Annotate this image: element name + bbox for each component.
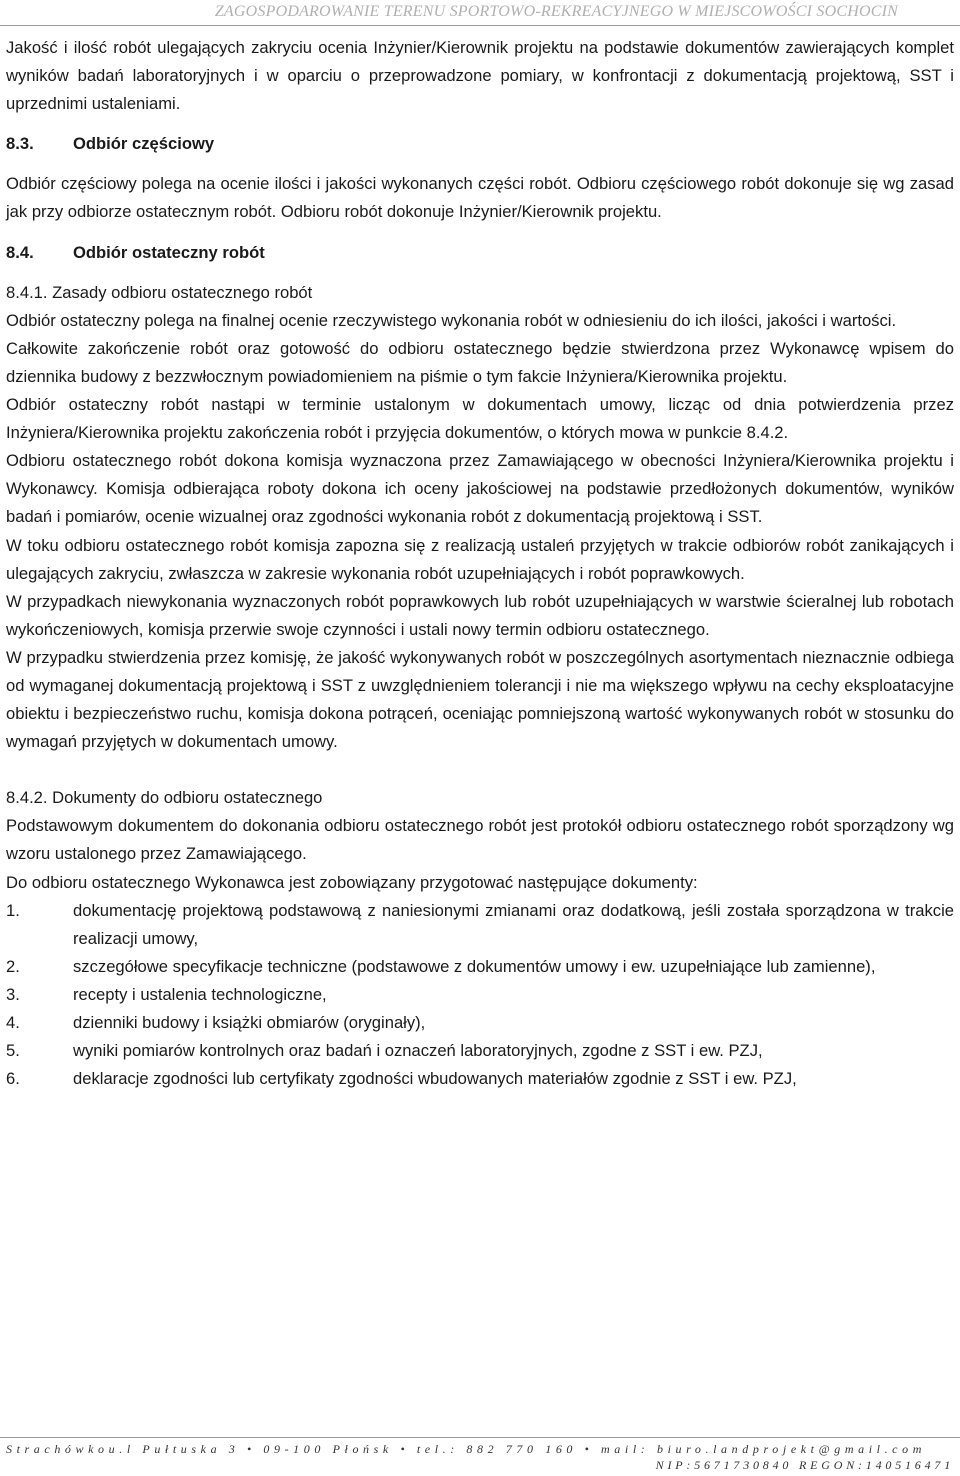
section-title: Odbiór częściowy [73, 134, 215, 154]
paragraph: Odbiór ostateczny polega na finalnej ocenie rzeczywistego wykonania robót w odniesieniu do ich ilości, jakości i wartości. [6, 310, 897, 330]
list-text: dokumentację projektową podstawową z naniesionymi zmianami oraz dodatkową, jeśli została sporządzona w trakcie realizacji umowy, [73, 900, 954, 948]
list-item [6, 897, 954, 953]
section-8-3-heading [6, 130, 954, 158]
page-footer [0, 1437, 960, 1476]
paragraph: Do odbioru ostatecznego Wykonawca jest zobowiązany przygotować następujące dokumenty: [6, 872, 698, 892]
section-number: 8.3. [6, 134, 34, 154]
list-text: szczegółowe specyfikacje techniczne (podstawowe z dokumentów umowy i ew. uzupełniające lub zamienne), [73, 956, 876, 976]
list-number: 6. [6, 1069, 20, 1089]
section-title: Odbiór ostateczny robót [73, 242, 265, 262]
list-text: deklaracje zgodności lub certyfikaty zgodności wbudowanych materiałów zgodnie z SST i ew. PZJ, [73, 1069, 797, 1089]
list-number: 1. [6, 900, 20, 920]
paragraph: W toku odbioru ostatecznego robót komisja zapozna się z realizacją ustaleń przyjętych w trakcie odbiorów robót zanikających i ulegających zakryciu, zwłaszcza w zakresie wykonania robót uzupełniających i robót poprawkowych. [6, 535, 954, 583]
list-number: 5. [6, 1041, 20, 1061]
paragraph: W przypadkach niewykonania wyznaczonych robót poprawkowych lub robót uzupełniających w warstwie ścieralnej lub robotach wykończeniowych, komisja przerwie swoje czynności i ustali nowy termin odbioru ostatecznego. [6, 591, 954, 639]
list-number: 4. [6, 1013, 20, 1032]
header-title: ZAGOSPODAROWANIE TERENU SPORTOWO-REKREACYJNEGO W MIEJSCOWOŚCI SOCHOCIN [214, 3, 898, 20]
page-header [0, 0, 960, 26]
list-number: 2. [6, 956, 20, 976]
section-8-4-heading [6, 239, 954, 267]
paragraph: Całkowite zakończenie robót oraz gotowość do odbioru ostatecznego będzie stwierdzona przez Wykonawcę wpisem do dziennika budowy z bezzwłocznym powiadomieniem na piśmie o tym fakcie Inżyniera/Kierownika projektu. [6, 338, 954, 386]
list-text: dzienniki budowy i książki obmiarów (oryginały), [73, 1013, 426, 1032]
list-number: 3. [6, 984, 20, 1004]
list-item [6, 1065, 954, 1093]
paragraph: Podstawowym dokumentem do dokonania odbioru ostatecznego robót jest protokół odbioru ostatecznego robót sporządzony wg wzoru ustalonego przez Zamawiającego. [6, 816, 954, 864]
section-number: 8.4. [6, 242, 34, 262]
paragraph: Odbiór ostateczny robót nastąpi w terminie ustalonym w dokumentach umowy, licząc od dnia potwierdzenia przez Inżyniera/Kierownika projektu zakończenia robót i przyjęcia dokumentów, o których mowa w punkcie 8.4.2. [6, 395, 954, 443]
section-8-4-1-heading: 8.4.1. Zasady odbioru ostatecznego robót [6, 282, 313, 302]
section-8-3-text: Odbiór częściowy polega na ocenie ilości i jakości wykonanych części robót. Odbioru częściowego robót dokonuje się wg zasad jak przy odbiorze ostatecznym robót. Odbioru robót dokonuje Inżynier/Kierownik projektu. [6, 174, 954, 222]
section-8-4-2-heading: 8.4.2. Dokumenty do odbioru ostatecznego [6, 788, 323, 808]
footer-registration: NIP:5671730840 REGON:140516471 [655, 1458, 954, 1472]
list-item [6, 953, 954, 981]
list-text: wyniki pomiarów kontrolnych oraz badań i oznaczeń laboratoryjnych, zgodne z SST i ew. PZJ, [73, 1041, 763, 1061]
paragraph: W przypadku stwierdzenia przez komisję, że jakość wykonywanych robót w poszczególnych asortymentach nieznacznie odbiega od wymaganej dokumentacją projektową i SST z uwzględnieniem tolerancji i nie ma większego wpływu na cechy eksploatacyjne obiektu i bezpieczeństwo ruchu, komisja dokona potrąceń, oceniając pomniejszoną wartość wykonywanych robót w stosunku do wymagań przyjętych w dokumentach umowy. [6, 647, 954, 752]
list-text: recepty i ustalenia technologiczne, [73, 984, 327, 1004]
list-item [6, 1009, 954, 1037]
footer-address: Strachówkou.l Pułtuska 3 • 09-100 Płońsk • tel.: 882 770 160 • mail: biuro.landprojekt@gmail.com [6, 1442, 926, 1456]
paragraph: Odbioru ostatecznego robót dokona komisja wyznaczona przez Zamawiającego w obecności Inżyniera/Kierownika projektu i Wykonawcy. Komisja odbierająca roboty dokona ich oceny jakościowej na podstawie przedłożonych dokumentów, wyników badań i pomiarów, ocenie wizualnej oraz zgodności wykonania robót z dokumentacją projektową i SST. [6, 451, 954, 527]
document-body [6, 34, 954, 1093]
list-item [6, 1037, 954, 1065]
intro-paragraph: Jakość i ilość robót ulegających zakryciu ocenia Inżynier/Kierownik projektu na podstawie dokumentów zawierających komplet wyników badań laboratoryjnych i w oparciu o przeprowadzone pomiary, w konfrontacji z dokumentacją projektową, SST i uprzednimi ustaleniami. [6, 38, 954, 114]
list-item [6, 981, 954, 1009]
